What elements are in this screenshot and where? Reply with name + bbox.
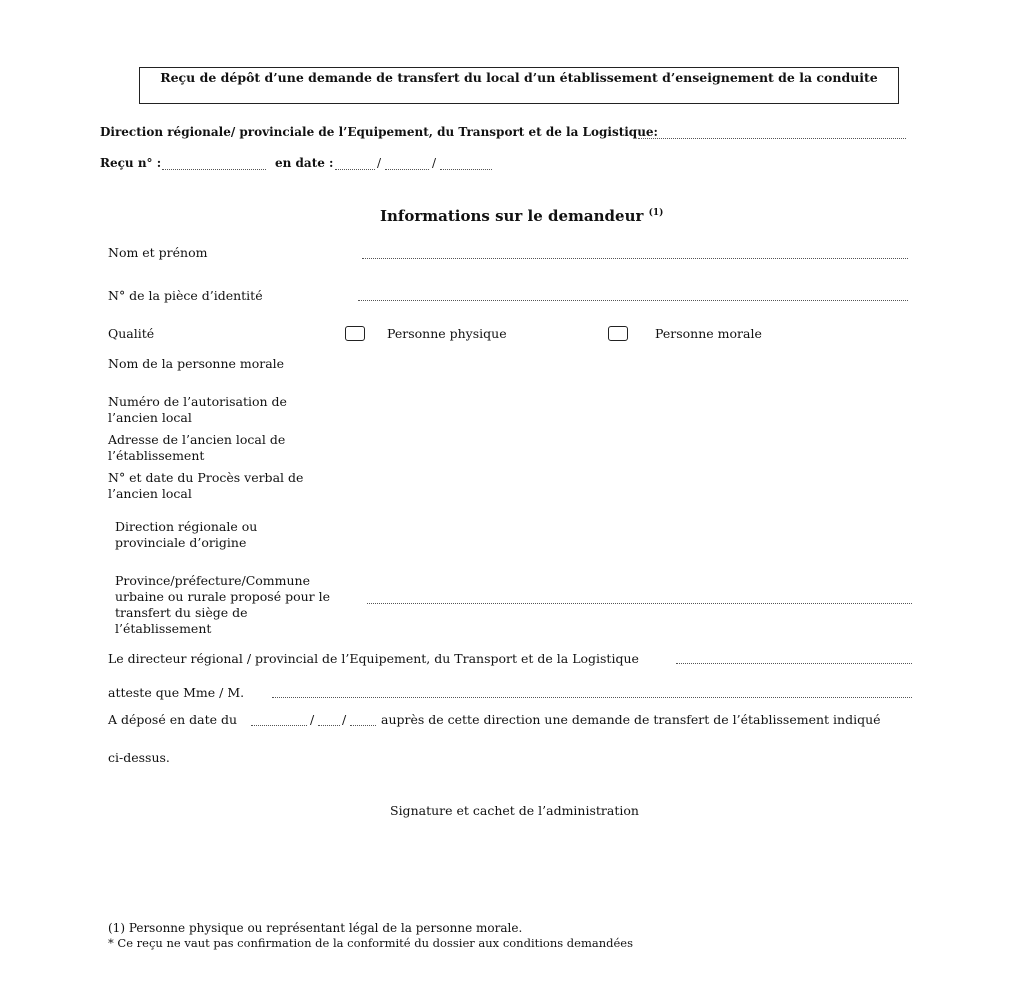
- depot-month-field[interactable]: [318, 725, 340, 726]
- depot-date-separator: /: [310, 712, 315, 727]
- nom-personne-morale-label: Nom de la personne morale: [108, 356, 285, 371]
- direction-field[interactable]: [638, 138, 906, 139]
- direction-origine-label: Direction régionale ou provinciale d’origine: [115, 519, 258, 550]
- date-day-field[interactable]: [335, 169, 375, 170]
- personne-physique-label: Personne physique: [387, 326, 507, 341]
- date-month-field[interactable]: [385, 169, 429, 170]
- recu-number-field[interactable]: [162, 169, 266, 170]
- personne-morale-label: Personne morale: [655, 326, 762, 341]
- attestation-line1: Le directeur régional / provincial de l’Equipement, du Transport et de la Logistique: [108, 651, 639, 666]
- attestation-direction-field[interactable]: [676, 663, 912, 664]
- attestation-line3-prefix: A déposé en date du: [108, 712, 238, 727]
- depot-year-field[interactable]: [350, 725, 376, 726]
- attestation-line4: ci-dessus.: [108, 750, 170, 765]
- signature-label: Signature et cachet de l’administration: [390, 803, 639, 818]
- adresse-ancien-local-label: Adresse de l’ancien local de l’établissement: [108, 432, 286, 463]
- personne-physique-checkbox[interactable]: [345, 326, 365, 341]
- date-label: en date :: [275, 156, 334, 170]
- attestation-line2: atteste que Mme / M.: [108, 685, 245, 700]
- date-year-field[interactable]: [440, 169, 492, 170]
- depot-date-separator: /: [342, 712, 347, 727]
- piece-identite-label: N° de la pièce d’identité: [108, 288, 263, 303]
- province-proposee-field[interactable]: [367, 603, 912, 604]
- attestation-line3-suffix: auprès de cette direction une demande de transfert de l’établissement indiqué: [381, 712, 881, 727]
- personne-morale-checkbox[interactable]: [608, 326, 628, 341]
- footnote-1: (1) Personne physique ou représentant légal de la personne morale.: [108, 921, 523, 935]
- nom-prenom-label: Nom et prénom: [108, 245, 208, 260]
- footnote-ref: (1): [648, 208, 664, 218]
- qualite-label: Qualité: [108, 326, 155, 341]
- footnote-2: * Ce reçu ne vaut pas confirmation de la conformité du dossier aux conditions demandées: [108, 936, 634, 950]
- province-proposee-label: Province/préfecture/Commune urbaine ou rurale proposé pour le transfert du siège de l’établissement: [115, 573, 331, 636]
- recu-label: Reçu n° :: [100, 156, 162, 170]
- document-title: Reçu de dépôt d’une demande de transfert du local d’un établissement d’enseignement de la conduite: [139, 67, 899, 104]
- depot-day-field[interactable]: [251, 725, 307, 726]
- numero-autorisation-label: Numéro de l’autorisation de l’ancien local: [108, 394, 287, 425]
- section-title: Informations sur le demandeur $^{(1)}$: [380, 207, 664, 225]
- direction-label: Direction régionale/ provinciale de l’Equipement, du Transport et de la Logistique:: [100, 125, 658, 139]
- attestation-name-field[interactable]: [272, 697, 912, 698]
- date-separator: /: [432, 156, 437, 170]
- nom-prenom-field[interactable]: [362, 258, 908, 259]
- piece-identite-field[interactable]: [358, 300, 908, 301]
- date-separator: /: [377, 156, 382, 170]
- pv-ancien-local-label: N° et date du Procès verbal de l’ancien local: [108, 470, 304, 501]
